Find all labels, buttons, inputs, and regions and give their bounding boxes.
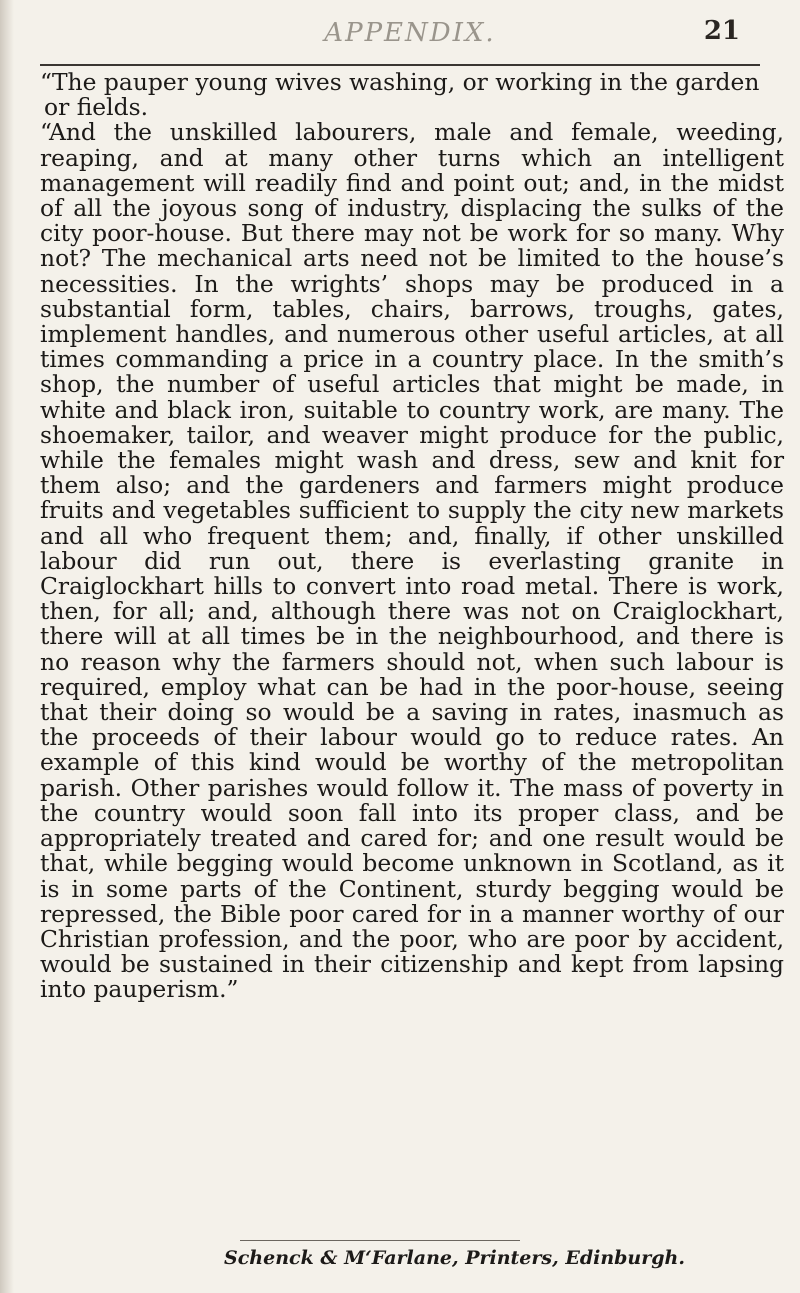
page-number: 21: [703, 16, 740, 46]
paragraph-1-line-2: or fields.: [44, 93, 149, 122]
body-text: [24, 70, 784, 1003]
paragraph-1-line-1: “The pauper young wives washing, or working in the garden: [40, 68, 760, 96]
running-head: APPENDIX.: [324, 18, 496, 48]
paragraph-2: “And the unskilled labourers, male and female, weeding, reaping, and at many other turns which an intelligent management will readily find and point out; and, in the midst of all the joyous song of industry, displacing the sulks of the city poor-house. But there may not be work for so many. Why not? The mechanical arts need not be limited to the house’s necessities. In the wrights’ shops may be produced in a substantial form, tables, chairs, barrows, troughs, gates, implement handles, and numerous other useful articles, at all times commanding a price in a country place. In the smith’s shop, the number of useful articles that might be made, in white and black iron, suitable to country work, are many. The shoemaker, tailor, and weaver might produce for the public, while the females might wash and dress, sew and knit for them also; and the gardeners and farmers might produce fruits and vegetables sufficient to supply the city new markets and all who frequent them; and, finally, if other unskilled labour did run out, there is everlasting granite in Craiglockhart hills to convert into road metal. There is work, then, for all; and, although there was not on Craiglockhart, there will at all times be in the neighbourhood, and there is no reason why the farmers should not, when such labour is required, employ what can be had in the poor-house, seeing that their doing so would be a saving in rates, inasmuch as the proceeds of their labour would go to reduce rates. An example of this kind would be worthy of the metropolitan parish. Other parishes would follow it. The mass of poverty in the country would soon fall into its proper class, and be appropriately treated and cared for; and one result would be that, while begging would become unknown in Scotland, as it is in some parts of the Continent, sturdy begging would be repressed, the Bible poor cared for in a manner worthy of our Christian profession, and the poor, who are poor by accident, would be sustained in their citizenship and kept from lapsing into pauperism.”: [40, 118, 784, 1004]
page-gutter-shadow: [0, 0, 14, 1293]
printer-imprint: Schenck & M‘Farlane, Printers, Edinburgh.: [224, 1247, 685, 1269]
footer-rule: [240, 1240, 520, 1241]
header-rule: [40, 64, 760, 66]
